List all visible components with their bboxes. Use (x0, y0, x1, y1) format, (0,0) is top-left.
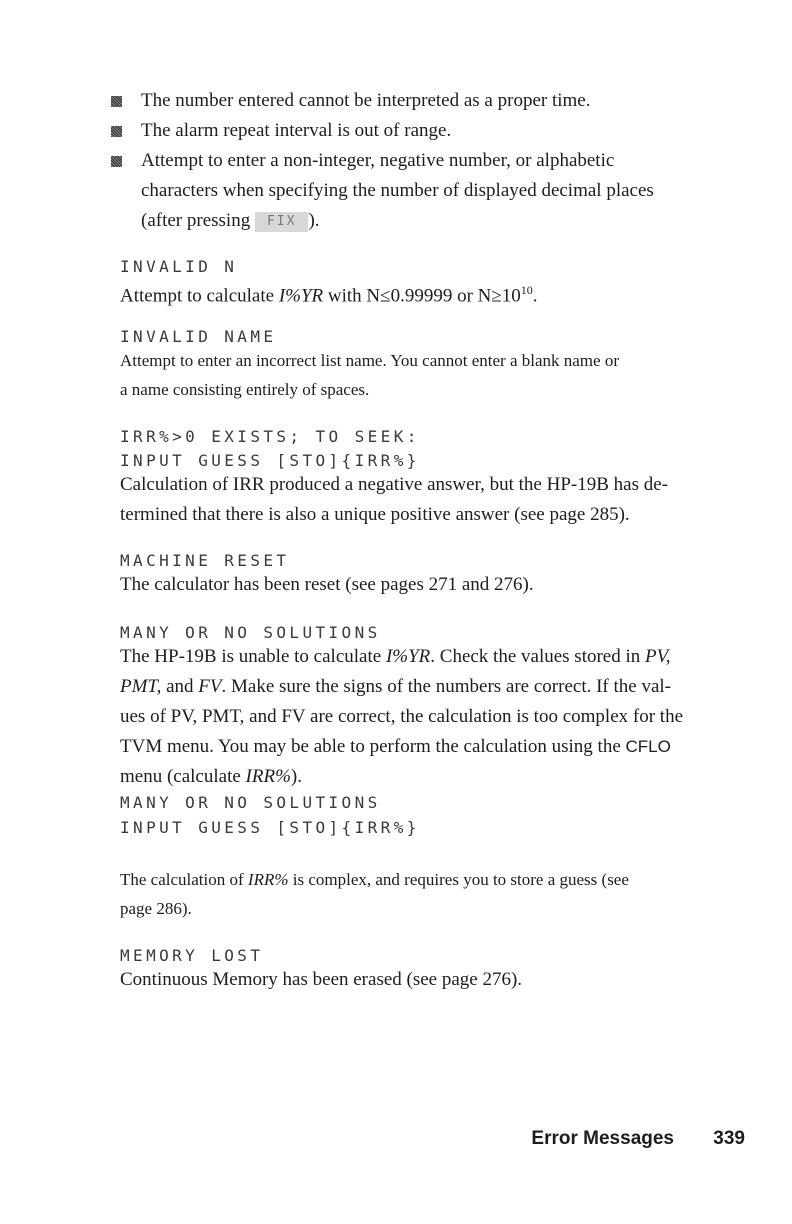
description-line: a name consisting entirely of spaces. (120, 380, 370, 399)
text-run: The HP-19B is unable to calculate (120, 646, 382, 667)
description-line (120, 865, 760, 894)
error-code-invalid-name: INVALID NAME (120, 327, 277, 346)
variable-name: IRR% (247, 870, 289, 889)
bullet-line: Attempt to enter a non-integer, negative number, or alphabetic (141, 150, 615, 171)
error-code-machine-reset: MACHINE RESET (120, 551, 290, 570)
text-run: ). (290, 766, 302, 787)
bullet-text (141, 206, 320, 236)
bullet-square-icon (111, 96, 122, 107)
bullet-line: ). (308, 210, 320, 231)
description-line (120, 642, 760, 672)
variable-name: I%YR (278, 285, 324, 307)
variable-name: FV (198, 676, 222, 697)
error-code-input-guess: INPUT GUESS [STO]{IRR%} (120, 451, 420, 470)
error-code-many-or-no-solutions: MANY OR NO SOLUTIONS (120, 793, 381, 812)
text-run: . Make sure the signs of the numbers are correct. If the val- (221, 676, 671, 697)
variable-name: PV, (645, 646, 671, 667)
description-line: Continuous Memory has been erased (see page 276). (120, 969, 523, 990)
variable-name: PMT, (120, 676, 162, 697)
error-code-many-or-no-solutions: MANY OR NO SOLUTIONS (120, 623, 381, 642)
memory-lost-description (120, 965, 760, 995)
text-run: and (166, 676, 194, 697)
description-line: Attempt to enter an incorrect list name. You cannot enter a blank name or (120, 351, 619, 370)
text-run: . Check the values stored in (430, 646, 641, 667)
description-line: termined that there is also a unique positive answer (see page 285). (120, 504, 630, 525)
bullet-text (141, 146, 614, 176)
fix-key-icon: FIX (255, 212, 308, 232)
error-code-irr-exists: IRR%>0 EXISTS; TO SEEK: (120, 427, 420, 446)
bullet-square-icon (111, 156, 122, 167)
error-code-memory-lost: MEMORY LOST (120, 946, 264, 965)
description-line: page 286). (120, 899, 192, 918)
bullet-text: The number entered cannot be interpreted as a proper time. (141, 90, 591, 111)
bullet-square-icon (111, 126, 122, 137)
bullet-line: (after pressing (141, 210, 251, 231)
page-number: 339 (713, 1128, 745, 1149)
description-line (120, 732, 760, 762)
cflo-menu-label: CFLO (625, 737, 671, 756)
error-code-invalid-n: INVALID N (120, 257, 238, 276)
text-run: . (532, 285, 538, 307)
text-run: TVM menu. You may be able to perform the calculation using the (120, 736, 621, 757)
description-line: The calculator has been reset (see pages 271 and 276). (120, 574, 534, 595)
exponent: 10 (520, 283, 533, 297)
description-line: Calculation of IRR produced a negative answer, but the HP-19B has de- (120, 474, 668, 495)
bullet-text: characters when specifying the number of displayed decimal places (141, 180, 654, 201)
bullet-text: The alarm repeat interval is out of range. (141, 120, 452, 141)
text-run: The calculation of (120, 870, 244, 889)
text-run: Attempt to calculate (120, 285, 275, 307)
invalid-name-description (120, 346, 760, 404)
variable-name: IRR% (245, 766, 291, 787)
description-line (120, 275, 760, 311)
text-run: is complex, and requires you to store a guess (see (292, 870, 629, 889)
description-line (120, 672, 760, 702)
text-run: menu (calculate (120, 766, 241, 787)
many-solutions-guess-description (120, 865, 760, 923)
description-line (120, 762, 760, 792)
invalid-n-description (120, 275, 760, 311)
variable-name: I%YR (385, 646, 431, 667)
irr-exists-description (120, 470, 760, 530)
text-run: with N≤0.99999 or N≥10 (327, 285, 521, 307)
footer-section-title: Error Messages (531, 1128, 674, 1149)
machine-reset-description (120, 570, 760, 600)
many-solutions-description (120, 642, 760, 792)
error-code-input-guess: INPUT GUESS [STO]{IRR%} (120, 818, 420, 837)
description-line: ues of PV, PMT, and FV are correct, the calculation is too complex for the (120, 706, 684, 727)
